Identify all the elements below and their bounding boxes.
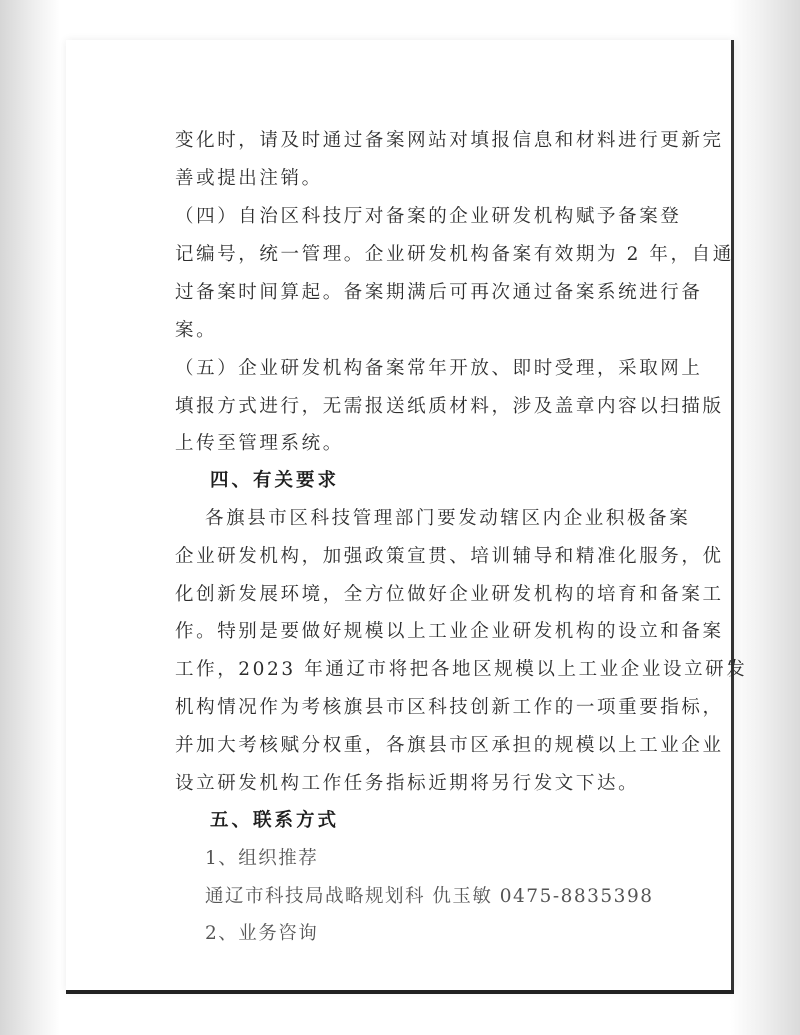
paragraph-line: 上传至管理系统。 bbox=[175, 433, 344, 454]
scan-shadow-right bbox=[730, 0, 800, 1035]
paragraph-line: 填报方式进行，无需报送纸质材料，涉及盖章内容以扫描版 bbox=[175, 396, 724, 417]
scan-shadow-left bbox=[0, 0, 60, 1035]
paragraph-line: 化创新发展环境，全方位做好企业研发机构的培育和备案工 bbox=[175, 584, 724, 605]
paragraph-line: 机构情况作为考核旗县市区科技创新工作的一项重要指标， bbox=[175, 697, 724, 718]
paragraph-line: 变化时，请及时通过备案网站对填报信息和材料进行更新完 bbox=[175, 130, 724, 151]
contact-item-consultation: 2、业务咨询 bbox=[205, 923, 319, 944]
paragraph-line: 并加大考核赋分权重，各旗县市区承担的规模以上工业企业 bbox=[175, 735, 724, 756]
paragraph-line: 记编号，统一管理。企业研发机构备案有效期为 2 年，自通 bbox=[175, 244, 734, 265]
paragraph-line: 作。特别是要做好规模以上工业企业研发机构的设立和备案 bbox=[175, 621, 724, 642]
paragraph-line: 工作，2023 年通辽市将把各地区规模以上工业企业设立研发 bbox=[175, 659, 748, 680]
contact-detail-line: 通辽市科技局战略规划科 仇玉敏 0475-8835398 bbox=[205, 886, 654, 907]
paragraph-line: 案。 bbox=[175, 320, 218, 341]
section-heading-requirements: 四、有关要求 bbox=[210, 470, 340, 491]
page-right-edge bbox=[731, 40, 734, 994]
contact-item-recommendation: 1、组织推荐 bbox=[205, 848, 319, 869]
paragraph-line: （四）自治区科技厅对备案的企业研发机构赋予备案登 bbox=[175, 206, 682, 227]
paragraph-line: 过备案时间算起。备案期满后可再次通过备案系统进行备 bbox=[175, 282, 703, 303]
section-heading-contact: 五、联系方式 bbox=[210, 810, 340, 831]
paragraph-line: 各旗县市区科技管理部门要发动辖区内企业积极备案 bbox=[205, 508, 691, 529]
paragraph-line: 设立研发机构工作任务指标近期将另行发文下达。 bbox=[175, 773, 640, 794]
page-bottom-edge bbox=[66, 990, 734, 994]
paragraph-line: 善或提出注销。 bbox=[175, 168, 323, 189]
paragraph-line: （五）企业研发机构备案常年开放、即时受理，采取网上 bbox=[175, 358, 703, 379]
paragraph-line: 企业研发机构，加强政策宣贯、培训辅导和精准化服务，优 bbox=[175, 546, 724, 567]
